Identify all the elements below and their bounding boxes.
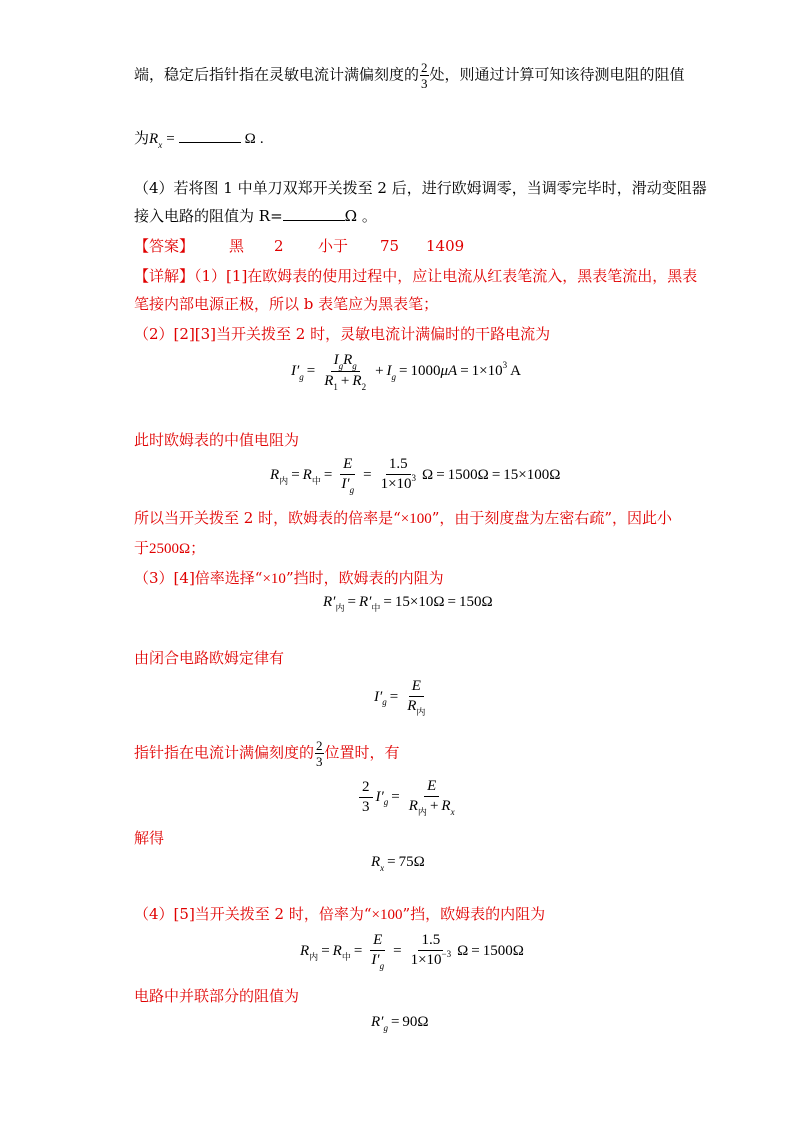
- ratio-text: ；: [190, 539, 206, 557]
- text-median: 此时欧姆表的中值电阻为: [134, 431, 300, 449]
- question-line-1: [134, 60, 685, 91]
- eq4-lhs: I′: [374, 688, 383, 705]
- eq1-denominator: [321, 372, 369, 391]
- eq7-equals: =: [321, 942, 330, 959]
- answer-5: 1409: [426, 237, 465, 255]
- eq3-r1-sub: 内: [335, 603, 345, 613]
- eq1-ig-sub: g: [391, 371, 397, 382]
- eq1-plus: +: [375, 363, 384, 379]
- answer-2: 2: [274, 237, 284, 255]
- eq1-fraction: [321, 352, 369, 391]
- frac-den: 3: [316, 754, 323, 769]
- eq2-den: [338, 475, 357, 494]
- eq7-den2-exp: −3: [441, 949, 452, 959]
- answer-line: [134, 236, 465, 256]
- eq7-value: 1500Ω: [482, 942, 524, 959]
- text-part-4: [134, 904, 545, 925]
- equation-5: [356, 778, 461, 816]
- eq7-r2: R: [332, 942, 342, 959]
- eq2-den2-exp: 3: [411, 473, 417, 483]
- eq1-num-sub2: g: [352, 361, 357, 371]
- eq3-equals2: =: [383, 594, 392, 610]
- detail-text: （1）[1]在欧姆表的使用过程中，应让电流从红表笔流入，黑表笔流出，黑表: [194, 267, 698, 285]
- eq2-den2-base: 1×10: [380, 476, 412, 492]
- eq7-equals2: =: [353, 942, 363, 959]
- question-line-2: [134, 128, 264, 150]
- question-text: 为: [134, 129, 150, 147]
- eq2-equals3: =: [363, 466, 372, 483]
- eq2-r1: R: [270, 466, 280, 483]
- eq7-equals4: =: [471, 942, 480, 959]
- ratio-multiplier: ×100: [400, 511, 432, 527]
- answer-1: 黑: [229, 237, 245, 255]
- eq6-r: R: [371, 854, 381, 870]
- eq1-exponent: 3: [502, 359, 508, 370]
- eq5-den-plus: +: [429, 798, 439, 814]
- eq1-lhs: I′: [291, 363, 300, 379]
- equation-6: [371, 854, 425, 871]
- pointer-text: 位置时，有: [324, 743, 400, 762]
- eq7-unit: Ω: [457, 942, 469, 959]
- eq2-den-sub: g: [349, 485, 355, 495]
- symbol-sub: x: [158, 140, 163, 150]
- resistance-symbol: [149, 131, 163, 150]
- eq3-r2: R′: [358, 594, 372, 610]
- eq2-fraction2: [378, 456, 419, 494]
- text-solve: 解得: [134, 829, 165, 847]
- eq2-equals: =: [291, 466, 300, 483]
- question-4-line-2: [134, 206, 377, 226]
- text-parallel: 电路中并联部分的阻值为: [134, 987, 300, 1005]
- eq2-r1-sub: 内: [279, 475, 289, 486]
- eq8-value: 90Ω: [402, 1014, 429, 1030]
- eq4-equals: =: [389, 688, 399, 705]
- detail-line-3: （2）[2][3]当开关拨至 2 时，灵敏电流计满偏时的干路电流为: [134, 325, 551, 343]
- ohm-unit: Ω: [244, 131, 256, 147]
- eq5-coef-den: 3: [362, 798, 370, 815]
- equation-3: [323, 594, 493, 611]
- text-ratio-line-1: [134, 508, 672, 529]
- eq7-den-sub: g: [379, 961, 385, 971]
- eq5-fraction: [406, 778, 458, 816]
- eq2-equals2: =: [323, 466, 333, 483]
- eq5-den-sub: 内: [417, 807, 427, 817]
- text-part-3: [134, 568, 444, 589]
- eq1-value2: 1×10: [471, 363, 503, 379]
- eq3-value2: 150Ω: [458, 594, 493, 610]
- eq1-unit: μA: [440, 363, 458, 379]
- symbol-r: R: [149, 131, 159, 147]
- eq1-den-plus: +: [340, 373, 350, 389]
- eq6-value: 75Ω: [398, 854, 425, 870]
- eq5-den-sub2: x: [450, 807, 455, 817]
- equation-4: [374, 678, 431, 716]
- answer-blank: [179, 142, 241, 143]
- part4-text: ”挡，欧姆表的内阻为: [402, 905, 546, 923]
- eq5-lhs: I′: [375, 788, 384, 805]
- eq2-den2: [378, 475, 419, 494]
- eq1-den-sub2: 2: [361, 382, 367, 392]
- eq7-den2: [408, 951, 455, 970]
- eq1-equals2: =: [399, 363, 408, 379]
- eq8-equals: =: [390, 1014, 400, 1030]
- equation-8: [371, 1014, 429, 1031]
- ratio-text: ”，由于刻度盘为左密右疏”，因此小: [431, 509, 673, 527]
- eq3-r1: R′: [323, 594, 336, 610]
- eq8-r-sub: g: [383, 1022, 388, 1033]
- eq3-value: 15×10Ω: [394, 594, 445, 610]
- eq7-r1: R: [300, 942, 310, 959]
- period: .: [259, 131, 264, 147]
- fraction-two-thirds: [420, 60, 429, 91]
- frac-num: 2: [316, 738, 323, 753]
- eq2-num: E: [340, 456, 355, 475]
- eq5-den: [406, 797, 458, 816]
- eq5-coef: [359, 779, 373, 816]
- eq1-ig: I: [386, 363, 392, 379]
- eq4-lhs-sub: g: [382, 697, 387, 707]
- detail-line-2: 笔接内部电源正极，所以 b 表笔应为黑表笔；: [134, 295, 439, 313]
- eq2-value: 1500Ω: [447, 466, 489, 483]
- eq6-r-sub: x: [380, 862, 385, 873]
- eq4-num: E: [409, 678, 424, 697]
- eq7-fraction: [368, 932, 387, 970]
- eq1-den-r2: R: [352, 373, 362, 389]
- eq2-equals5: =: [491, 466, 501, 483]
- eq5-den-r2: R: [441, 798, 451, 814]
- eq2-value2: 15×100Ω: [503, 466, 561, 483]
- frac-num: 2: [421, 60, 428, 75]
- eq1-unit2: A: [510, 363, 521, 379]
- eq2-r2-sub: 中: [311, 475, 321, 486]
- eq2-equals4: =: [436, 466, 445, 483]
- eq7-num: E: [370, 932, 385, 951]
- eq6-equals: =: [387, 854, 396, 870]
- eq2-fraction: [338, 456, 357, 494]
- eq1-lhs-sub: g: [299, 371, 304, 382]
- eq1-num-i: I: [333, 352, 339, 368]
- eq4-den-sub: 内: [416, 707, 426, 717]
- ratio-text: 于: [134, 539, 150, 557]
- eq1-den-sub1: 1: [333, 382, 338, 392]
- equation-7: [300, 932, 524, 970]
- question-text: 处，则通过计算可知该待测电阻的阻值: [429, 65, 685, 84]
- part4-text: （4）[5]当开关拨至 2 时，倍率为“: [134, 905, 372, 923]
- eq3-equals: =: [347, 594, 356, 610]
- eq5-num: E: [424, 778, 439, 797]
- eq7-r1-sub: 内: [309, 951, 319, 962]
- eq7-num2: 1.5: [418, 932, 443, 951]
- text-law: 由闭合电路欧姆定律有: [134, 649, 285, 667]
- pointer-text: 指针指在电流计满偏刻度的: [134, 743, 315, 762]
- eq7-den-i: I′: [371, 952, 380, 968]
- eq8-r: R′: [371, 1014, 384, 1030]
- answer-3: 小于: [318, 237, 349, 255]
- detail-line-1: [134, 266, 697, 286]
- part3-multiplier: ×10: [262, 571, 286, 587]
- answer-blank: [283, 220, 345, 221]
- eq2-r2: R: [302, 466, 312, 483]
- eq3-equals3: =: [447, 594, 456, 610]
- eq1-num-sub: g: [338, 361, 344, 371]
- equation-1: [291, 352, 521, 391]
- text-pointer: [134, 738, 400, 769]
- detail-label: 【详解】: [134, 267, 195, 285]
- eq2-den-i: I′: [341, 476, 350, 492]
- eq4-den: [404, 697, 428, 716]
- ratio-text: 所以当开关拨至 2 时，欧姆表的倍率是“: [134, 509, 401, 527]
- question-text: Ω 。: [344, 207, 377, 225]
- eq5-coef-num: 2: [359, 779, 373, 798]
- eq3-r2-sub: 中: [371, 603, 381, 613]
- part3-text: ”挡时，欧姆表的内阻为: [285, 569, 444, 587]
- answer-4: 75: [380, 237, 400, 255]
- frac-den: 3: [421, 76, 428, 91]
- eq1-value: 1000: [410, 363, 441, 379]
- eq7-den2-base: 1×10: [410, 952, 442, 968]
- answer-label: 【答案】: [134, 237, 195, 255]
- eq1-den-r1: R: [324, 373, 334, 389]
- eq7-r2-sub: 中: [341, 951, 351, 962]
- equals-sign: =: [166, 131, 175, 147]
- equation-2: [270, 456, 560, 494]
- eq1-equals: =: [306, 363, 316, 379]
- part3-text: （3）[4]倍率选择“: [134, 569, 263, 587]
- eq7-den: [368, 951, 387, 970]
- question-text: 端，稳定后指针指在灵敏电流计满偏刻度的: [134, 65, 420, 84]
- eq5-den-r: R: [408, 798, 418, 814]
- eq5-equals: =: [391, 788, 400, 805]
- eq1-num-r: R: [343, 352, 353, 368]
- eq2-num2: 1.5: [386, 456, 411, 475]
- eq1-numerator: [331, 352, 360, 372]
- eq7-fraction2: [408, 932, 455, 970]
- eq5-lhs-sub: g: [383, 797, 389, 807]
- text-ratio-line-2: [134, 538, 205, 559]
- fraction-two-thirds: [315, 738, 324, 769]
- eq2-unit: Ω: [422, 466, 434, 483]
- eq4-den-r: R: [407, 698, 417, 714]
- eq4-fraction: [404, 678, 428, 716]
- eq1-equals3: =: [460, 363, 469, 379]
- eq7-equals3: =: [393, 942, 402, 959]
- ratio-value: 2500Ω: [149, 541, 191, 557]
- question-4-line-1: （4）若将图 1 中单刀双郑开关拨至 2 后，进行欧姆调零，当调零完毕时，滑动变阻器: [134, 179, 707, 197]
- part4-multiplier: ×100: [371, 907, 403, 923]
- question-text: 接入电路的阻值为 R=: [134, 207, 283, 225]
